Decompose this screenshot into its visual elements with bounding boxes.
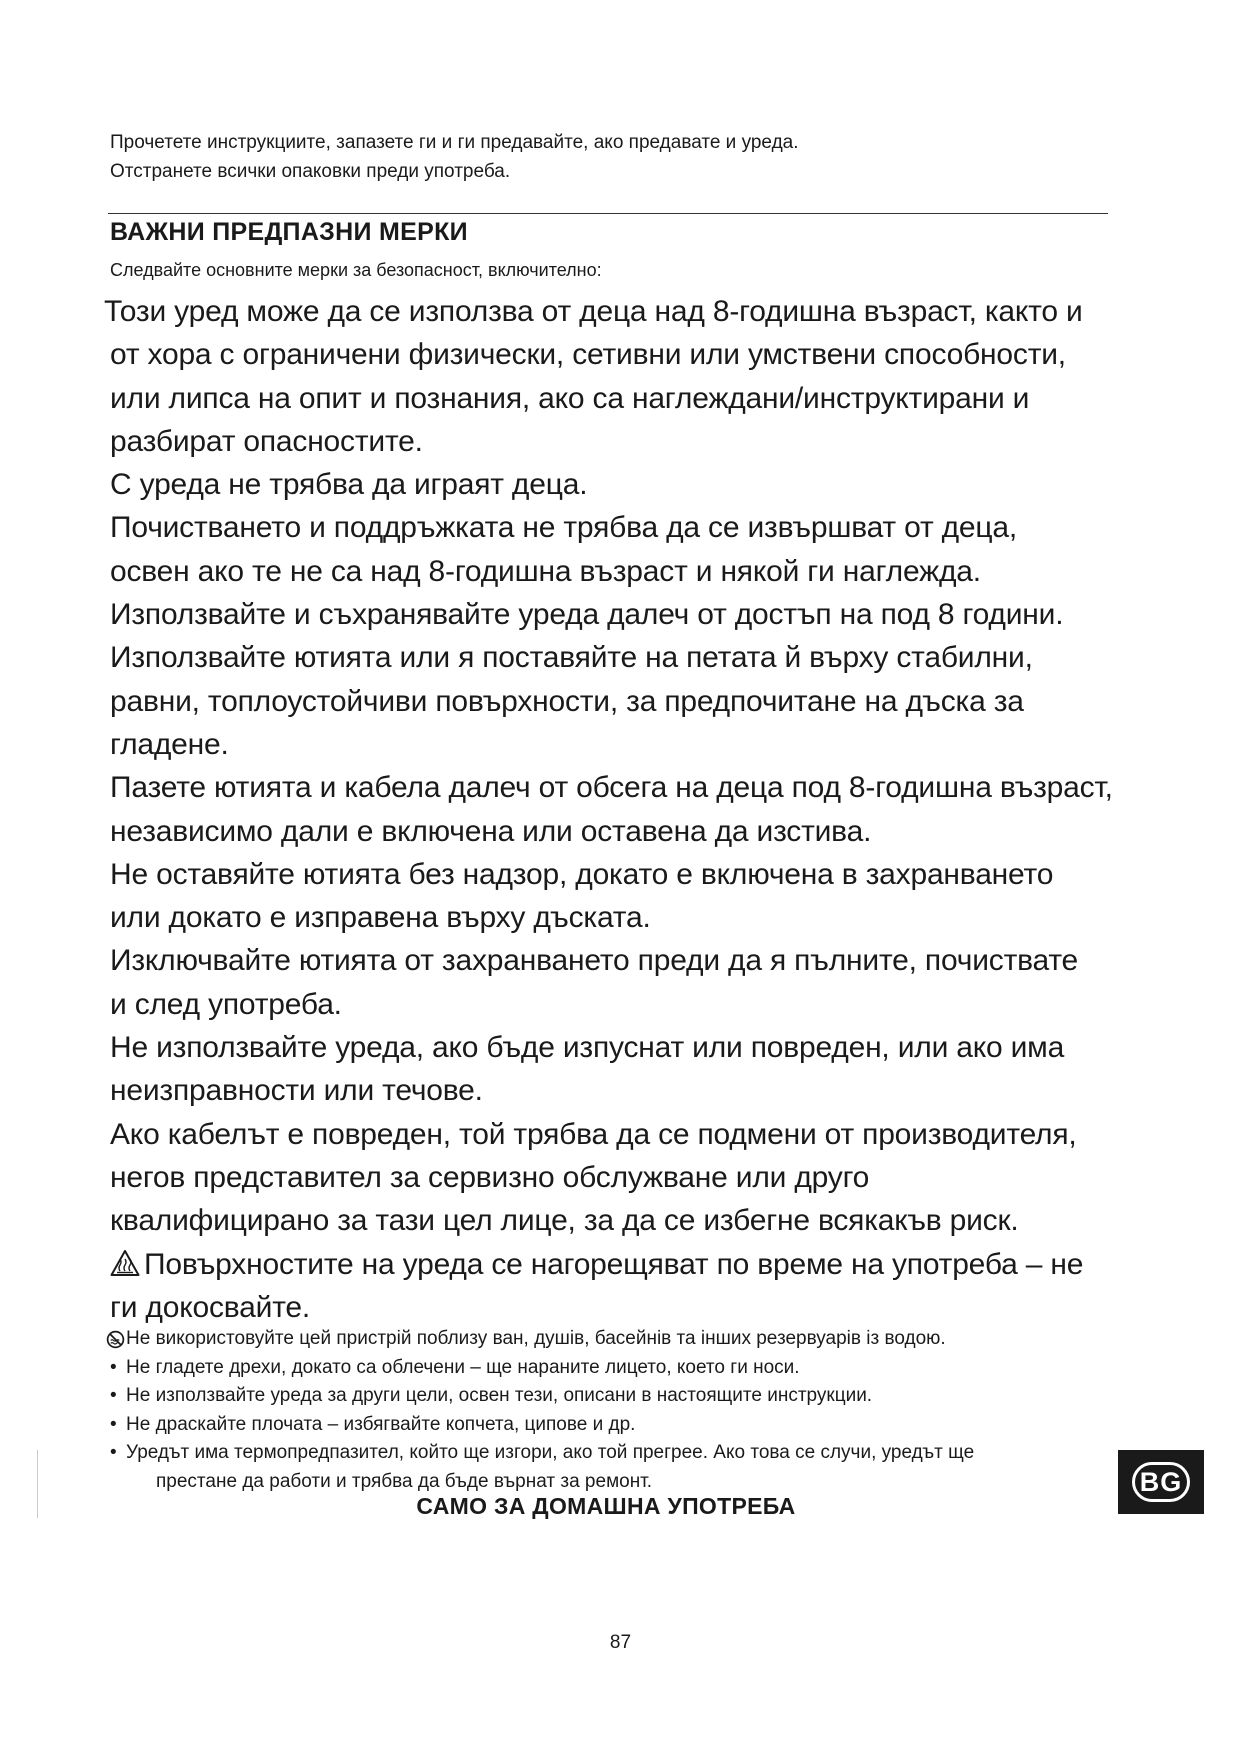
intro-line-2: Отстранете всички опаковки преди употреба. — [110, 161, 511, 182]
safety-line: Изключвайте ютията от захранването преди да я пълните, почиствате — [110, 944, 1079, 978]
warning-line-2: ги докосвайте. — [110, 1290, 311, 1324]
list-item-text: Не драскайте плочата – избягвайте копчета, ципове и др. — [126, 1413, 636, 1435]
list-item — [108, 1411, 1118, 1440]
list-item-text: Уредът има термопредпазител, който ще изгори, ако той прегрее. Ако това се случи, уредът ще — [126, 1442, 975, 1463]
bullet: • — [110, 1385, 117, 1406]
safety-line: от хора с ограничени физически, сетивни или умствени способности, — [110, 338, 1066, 372]
intro-text — [110, 128, 799, 186]
safety-line: негов представител за сервизно обслужване или друго — [110, 1160, 870, 1194]
safety-line: освен ако те не са над 8-годишна възраст и някой ги наглежда. — [110, 554, 981, 588]
list-item — [108, 1354, 1118, 1383]
warning-line-1: Повърхностите на уреда се нагорещяват по време на употреба – не — [144, 1247, 1084, 1281]
section-heading: ВАЖНИ ПРЕДПАЗНИ МЕРКИ — [110, 218, 468, 246]
safety-line: Ако кабелът е повреден, той трябва да се подмени от производителя, — [110, 1117, 1077, 1151]
section-subheading: Следвайте основните мерки за безопасност, включително: — [110, 260, 602, 280]
safety-line: гладене. — [110, 727, 229, 761]
household-use-only-title: САМО ЗА ДОМАШНА УПОТРЕБА — [416, 1493, 796, 1519]
safety-line: квалифицирано за тази цел лице, за да се избегне всякакъв риск. — [110, 1204, 1019, 1238]
safety-line: или докато е изправена върху дъската. — [110, 901, 651, 935]
no-water-item — [108, 1325, 1118, 1354]
bullet: • — [110, 1413, 117, 1435]
list-item-text: Не използвайте уреда за други цели, освен тези, описани в настоящите инструкции. — [126, 1385, 873, 1406]
no-water-text: Не використовуйте цей пристрій поблизу ван, душів, басейнів та інших резервуарів із водою. — [126, 1328, 946, 1349]
additional-instructions — [108, 1325, 1118, 1496]
no-water-icon — [106, 1330, 125, 1349]
safety-line: Използвайте ютията или я поставяйте на петата й върху стабилни, — [110, 641, 1033, 675]
margin-line — [37, 1450, 38, 1518]
bullet: • — [110, 1356, 117, 1378]
safety-line: неизправности или течове. — [110, 1074, 483, 1108]
list-item-text: Не гладете дрехи, докато са облечени – ще нараните лицето, което ги носи. — [126, 1356, 800, 1378]
safety-line: Този уред може да се използва от деца над 8-годишна възраст, както и — [104, 295, 1083, 328]
bullet: • — [110, 1442, 117, 1463]
safety-line: Не оставяйте ютията без надзор, докато е включена в захранването — [110, 857, 1054, 891]
intro-line-1: Прочетете инструкциите, запазете ги и ги предавайте, ако предавате и уреда. — [110, 132, 799, 153]
list-item-continuation: престане да работи и трябва да бъде върнат за ремонт. — [156, 1470, 653, 1492]
language-badge-label: BG — [1132, 1462, 1190, 1502]
language-badge — [1118, 1450, 1204, 1514]
safety-line: и след употреба. — [110, 987, 342, 1021]
safety-line: равни, топлоустойчиви повърхности, за предпочитане на дъска за — [110, 684, 1024, 718]
safety-line: Не използвайте уреда, ако бъде изпуснат или повреден, или ако има — [110, 1031, 1065, 1065]
page-number: 87 — [609, 1632, 632, 1653]
safety-line: С уреда не трябва да играят деца. — [110, 468, 588, 502]
safety-line: Почистването и поддръжката не трябва да се извършват от деца, — [110, 511, 1018, 545]
safety-instructions — [104, 290, 1140, 1329]
list-item — [108, 1439, 1118, 1468]
safety-line: разбират опасностите. — [110, 424, 423, 458]
safety-line: или липса на опит и познания, ако са наглеждани/инструктирани и — [110, 381, 1030, 415]
hot-surface-warning-icon — [110, 1249, 140, 1277]
safety-line: Пазете ютията и кабела далеч от обсега на деца под 8-годишна възраст, — [110, 771, 1113, 805]
hot-surface-warning — [110, 1243, 1140, 1286]
list-item — [108, 1382, 1118, 1411]
safety-line: независимо дали е включена или оставена да изстива. — [110, 814, 872, 848]
section-divider — [108, 213, 1108, 214]
safety-line: Използвайте и съхранявайте уреда далеч от достъп на под 8 години. — [110, 598, 1064, 632]
